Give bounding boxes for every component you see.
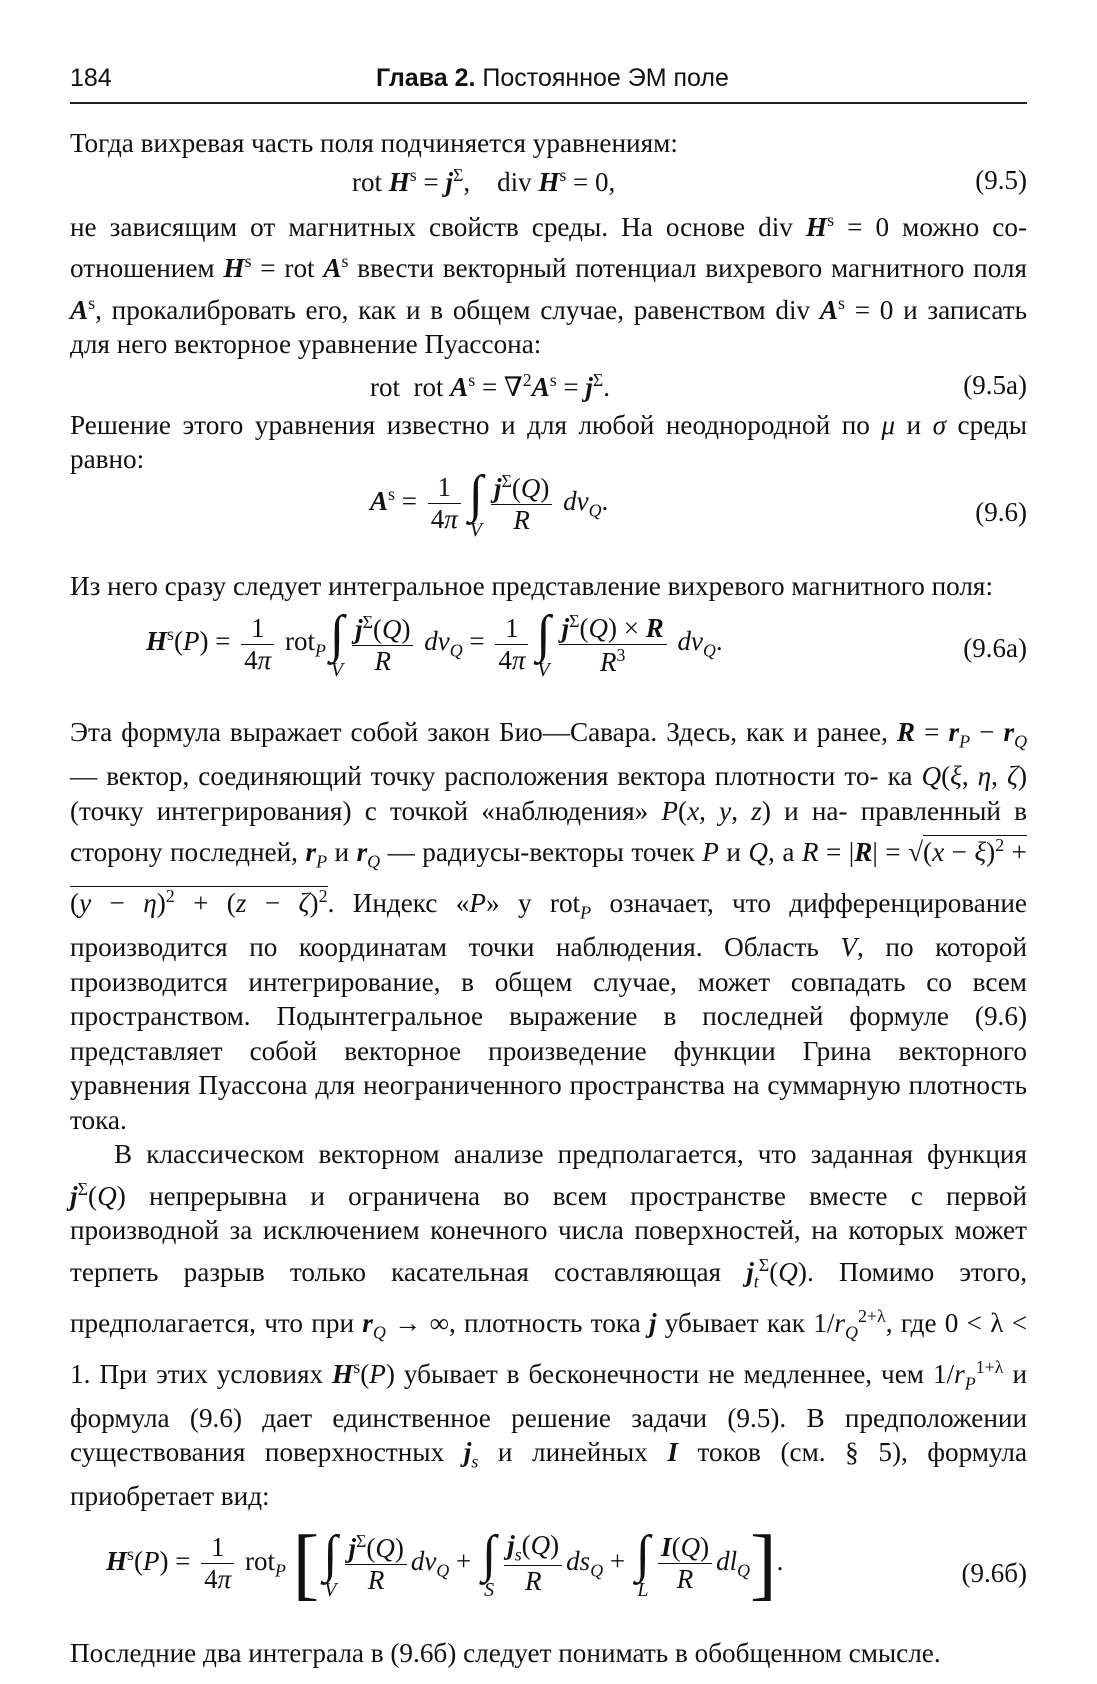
text-run: непрерывна и ограничена во всем пространстве вместе с первой производной за исключением конечного числа поверхностей, на которых может терпеть разрыв только касательная составляющая xyxy=(70,1180,1028,1287)
text-run: поля xyxy=(973,253,1027,284)
equation-9-5a xyxy=(70,362,1027,408)
text-run: не зависящим от магнитных свойств среды. На основе div xyxy=(70,211,793,242)
text-run: и записать для него векторное уравнение Пуассона: xyxy=(70,294,1027,360)
book-page xyxy=(70,58,1027,1670)
text-run: . Индекс « xyxy=(327,888,470,919)
paragraph-4 xyxy=(70,569,1027,604)
text-run: . Помимо этого, предполагается, что при xyxy=(70,1256,1028,1338)
text-run: и формула (9.6) дает единственное решение задачи (9.5). В предположении существования поверхностных xyxy=(70,1358,1028,1468)
text-run: (точку интегрирования) с точкой «наблюдения» xyxy=(70,795,649,826)
text-run: можно со- xyxy=(902,211,1027,242)
chapter-heading xyxy=(376,64,729,93)
text-run: , по которой производится интегрирование, в общем случае, может совпадать со всем пространством. Подынтегральное выражение в последней формуле (9.6) представляет собой векторное произведение функции Грина векторного уравнения Пуассона для неограниченного пространства на суммарную плотность тока. xyxy=(70,932,1028,1135)
paragraph-1 xyxy=(70,126,1027,161)
chapter-title: Постоянное ЭМ поле xyxy=(482,64,729,92)
chapter-label: Глава 2. xyxy=(376,64,476,92)
equation-number: (9.6а) xyxy=(963,633,1027,664)
equation-body: rot rot $A^s = \nabla^2A^s = j^\Sigma$. xyxy=(370,369,611,402)
text-run: и на- xyxy=(784,795,848,826)
text-run: — вектор, соединяющий точку расположения вектора плотности то- xyxy=(70,761,879,792)
text-run: убывает в бесконечности не медленнее, чем xyxy=(403,1358,924,1389)
page-number: 184 xyxy=(70,64,112,92)
equation-9-5 xyxy=(70,161,1027,203)
text-run: ка xyxy=(887,761,913,792)
text-run: , где xyxy=(885,1307,937,1338)
equation-number: (9.6б) xyxy=(961,1557,1027,1588)
text-run: — радиусы-векторы точек xyxy=(387,837,695,868)
paragraph-2: не зависящим от магнитных свойств среды. На основе div $H^s = 0$ можно со- отношением $H^s$ = rot $A^s$ ввести векторный потенциал вихревого магнитного поля $A^s$, прокалибровать его, как и в общем случае, равенством div $A^s = 0$ и записать для него векторное уравнение Пуассона: xyxy=(70,209,1027,360)
text-run: » у rot xyxy=(485,888,581,919)
text-run: токов (см. § 5), формула приобретает вид: xyxy=(70,1437,1028,1512)
equation-9-6b xyxy=(70,1519,1027,1632)
text-run: убывает как xyxy=(664,1307,805,1338)
text-run: среды равно: xyxy=(70,409,1027,475)
text-run: правленный в сторону последней, xyxy=(70,795,1027,868)
text-run: Решение этого уравнения известно и для любой неоднородной по xyxy=(70,409,870,440)
text-run: отношением xyxy=(70,253,215,284)
equation-body: $A^s$ = $\frac{1}{4\pi}$ ∫ V $\frac{j^\Sigma(Q)}{R}$ $dv_Q$. xyxy=(370,465,609,541)
text-run: и линейных xyxy=(497,1437,648,1468)
equation-number: (9.5) xyxy=(975,164,1027,195)
equation-body: $H^s(P)$ = $\frac{1}{4\pi}$ rot$_P$ [ ∫ V $\frac{j^\Sigma(Q)}{R}$ $dv_Q$ + ∫ S $\frac{j_s(Q)}{R}$ $ds_Q$ + ∫ L $\frac{I(Q)}{R}$ $dl_Q$]. xyxy=(106,1519,784,1608)
text-run: означает, что дифференцирование производится по координатам точки наблюдения. Область xyxy=(70,888,1028,963)
equation-number: (9.5а) xyxy=(963,369,1027,400)
text-run: , плотность тока xyxy=(448,1307,641,1338)
text-run: Последние два интеграла в (9.6б) следует понимать в обобщенном смысле. xyxy=(70,1637,941,1668)
text-run: ввести векторный потенциал вихревого магнитного xyxy=(357,253,965,284)
paragraph-3: Решение этого уравнения известно и для любой неоднородной по μ и σ среды равно: xyxy=(70,409,1027,475)
equation-9-6 xyxy=(70,465,1027,565)
equation-number: (9.6) xyxy=(975,496,1027,527)
running-header xyxy=(70,58,1027,104)
paragraph-text: Тогда вихревая часть поля подчиняется уравнениям: xyxy=(70,128,678,158)
text-run: В классическом векторном анализе предполагается, что заданная функция xyxy=(114,1139,1027,1170)
paragraph-6: В классическом векторном анализе предполагается, что заданная функция $j^\Sigma(Q)$ непрерывна и ограничена во всем пространстве вместе с первой производной за исключением конечного числа поверхностей, на которых может терпеть разрыв только касательная составляющая $j_t^\Sigma(Q)$. Помимо этого, предполагается, что при $r_Q$ → ∞, плотность тока j убывает как $1/r_Q^{2+\lambda}$, где 0 < λ < 1. При этих условиях $H^s(P)$ убывает в бесконечности не медленнее, чем $1/r_P^{1+\lambda}$ и формула (9.6) дает единственное решение задачи (9.5). В предположении существования поверхностных $j_s$ и линейных I токов (см. § 5), формула приобретает вид: xyxy=(70,1139,1028,1512)
paragraph-5: Эта формула выражает собой закон Био—Савара. Здесь, как и ранее, $R = r_P - r_Q$ — вектор, соединяющий точку расположения вектора плотности то- ка Q(ξ, η, ζ) (точку интегрирования) с точкой «наблюдения» P(x, y, z) и на- правленный в сторону последней, $r_P$ и $r_Q$ — радиусы-векторы точек P и Q, а $R = |R| = √(x - \xi)^2 + (y - \eta)^2 + (z - \zeta)^2$. Индекс «P» у rot$_P$ означает, что дифференцирование производится по координатам точки наблюдения. Область V, по которой производится интегрирование, в общем случае, может совпадать со всем пространством. Подынтегральное выражение в последней формуле (9.6) представляет собой векторное произведение функции Грина векторного уравнения Пуассона для неограниченного пространства на суммарную плотность тока. xyxy=(70,717,1028,1135)
text-run: . При этих условиях xyxy=(83,1358,324,1389)
text-run: Эта формула выражает собой закон Био—Савара. Здесь, как и ранее, xyxy=(70,717,888,748)
equation-9-6a xyxy=(70,603,1027,715)
text-run: Из него сразу следует интегральное представление вихревого магнитного поля: xyxy=(70,570,993,601)
paragraph-7 xyxy=(70,1636,1027,1671)
text-run: , прокалибровать его, как и в общем случае, равенством div xyxy=(95,294,811,325)
equation-body: $H^s(P)$ = $\frac{1}{4\pi}$ rot$_P$ ∫ V $\frac{j^\Sigma(Q)}{R}$ $dv_Q$ = $\frac{1}{4\pi}$ ∫ V $\frac{j^\Sigma(Q) \times R}{R^3}$ $dv_Q$. xyxy=(146,606,723,682)
equation-body: rot $H^s = j^\Sigma$, div $H^s = 0$, xyxy=(352,164,616,197)
